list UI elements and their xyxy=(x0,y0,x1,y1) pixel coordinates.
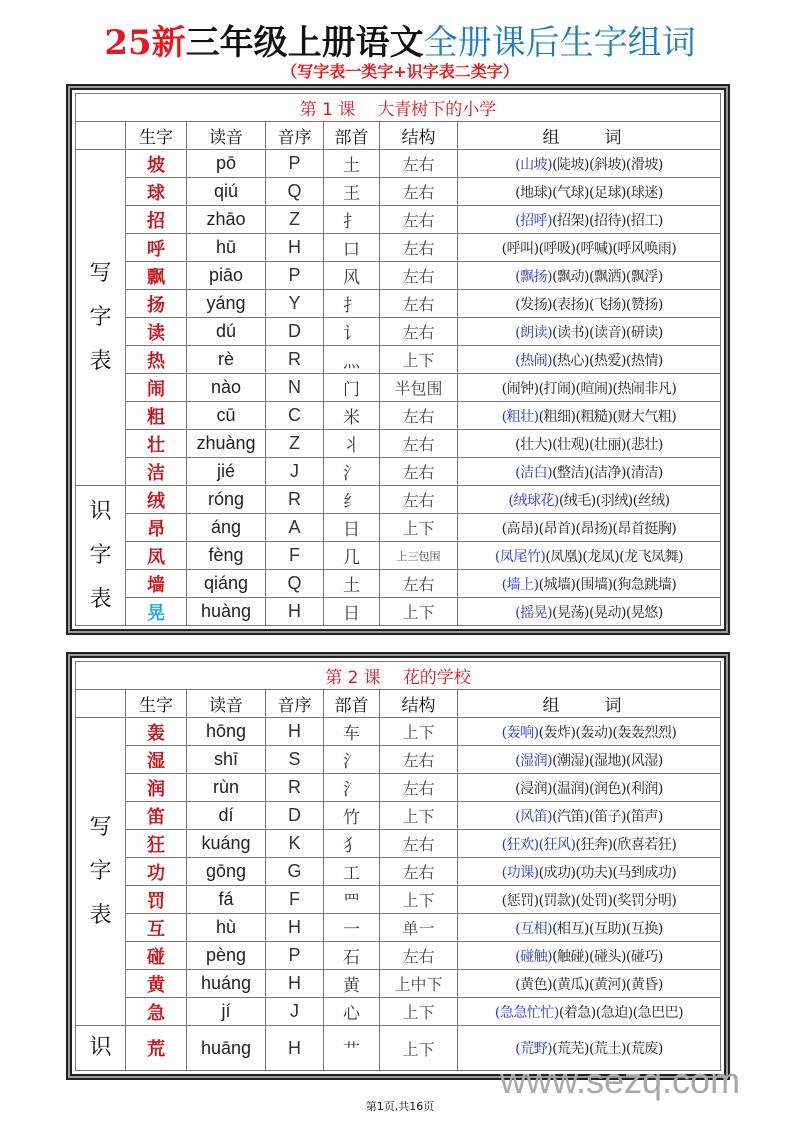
lesson-number: 第 2 课 xyxy=(325,668,381,688)
col-pinyin: 读音 xyxy=(187,122,266,150)
words-cell xyxy=(458,290,721,318)
lesson-2-frame xyxy=(66,652,730,1080)
col-char: 生字 xyxy=(126,122,187,150)
table-row xyxy=(76,178,721,206)
order-cell: F xyxy=(266,542,324,570)
pinyin-cell: piāo xyxy=(187,262,266,290)
words-cell xyxy=(458,430,721,458)
char-cell: 荒 xyxy=(126,1026,187,1071)
radical-cell: 米 xyxy=(324,402,380,430)
radical-cell: 风 xyxy=(324,262,380,290)
char-cell: 读 xyxy=(126,318,187,346)
char-cell: 呼 xyxy=(126,234,187,262)
radical-cell: 日 xyxy=(324,598,380,626)
highlighted-words: (轰响) xyxy=(501,724,539,741)
watermark: www.sezq.com xyxy=(500,1060,741,1101)
structure-cell: 左右 xyxy=(380,290,458,318)
pinyin-cell: huáng xyxy=(187,970,266,998)
words-cell xyxy=(458,486,721,514)
pinyin-cell: pō xyxy=(187,150,266,178)
words-cell xyxy=(458,150,721,178)
char-cell: 坡 xyxy=(126,150,187,178)
order-cell: Z xyxy=(266,430,324,458)
order-cell: Z xyxy=(266,206,324,234)
words-cell xyxy=(458,234,721,262)
radical-cell: 扌 xyxy=(324,290,380,318)
lesson-title-row xyxy=(76,94,721,122)
pinyin-cell: huāng xyxy=(187,1026,266,1071)
char-cell: 招 xyxy=(126,206,187,234)
other-words: (浸润)(温润)(润色)(利润) xyxy=(515,780,663,797)
other-words: (惩罚)(罚款)(处罚)(奖罚分明) xyxy=(501,892,677,909)
structure-cell: 左右 xyxy=(380,178,458,206)
words-cell xyxy=(458,746,721,774)
side-label-char: 表 xyxy=(89,586,112,612)
side-label-char: 表 xyxy=(89,902,112,928)
pinyin-cell: qiú xyxy=(187,178,266,206)
page-number: 第1页,共16页 xyxy=(365,1100,435,1113)
pinyin-cell: shī xyxy=(187,746,266,774)
pinyin-cell: zhuàng xyxy=(187,430,266,458)
table-row xyxy=(76,718,721,746)
order-cell: J xyxy=(266,998,324,1026)
other-words: (相互)(互助)(互换) xyxy=(552,920,663,937)
structure-cell: 上中下 xyxy=(380,970,458,998)
highlighted-words: (湿润) xyxy=(515,752,553,769)
order-cell: H xyxy=(266,970,324,998)
highlighted-words: (碰触) xyxy=(515,948,553,965)
radical-cell: 氵 xyxy=(324,746,380,774)
other-words: (呼叫)(呼吸)(呼喊)(呼风唤雨) xyxy=(501,240,677,257)
side-label-char: 识 xyxy=(89,498,112,524)
char-cell: 粗 xyxy=(126,402,187,430)
pinyin-cell: rùn xyxy=(187,774,266,802)
table-row xyxy=(76,290,721,318)
table-row xyxy=(76,234,721,262)
order-cell: Y xyxy=(266,290,324,318)
table-row xyxy=(76,346,721,374)
pinyin-cell: rè xyxy=(187,346,266,374)
lesson-name: 花的学校 xyxy=(402,668,471,688)
char-cell: 凤 xyxy=(126,542,187,570)
other-words: (招架)(招待)(招工) xyxy=(552,212,663,229)
pinyin-cell: huàng xyxy=(187,598,266,626)
pinyin-cell: dí xyxy=(187,802,266,830)
highlighted-words: (热闹) xyxy=(515,352,553,369)
other-words: (轰炸)(轰动)(轰轰烈烈) xyxy=(538,724,677,741)
char-cell: 罚 xyxy=(126,886,187,914)
other-words: (闹钟)(打闹)(喧闹)(热闹非凡) xyxy=(501,380,677,397)
order-cell: A xyxy=(266,514,324,542)
pinyin-cell: kuáng xyxy=(187,830,266,858)
lesson-name: 大青树下的小学 xyxy=(377,100,497,120)
char-cell: 飘 xyxy=(126,262,187,290)
words-cell xyxy=(458,970,721,998)
other-words: (粗细)(粗糙)(财大气粗) xyxy=(538,408,677,425)
table-row xyxy=(76,802,721,830)
other-words: (成功)(功夫)(马到成功) xyxy=(538,864,677,881)
structure-cell: 上下 xyxy=(380,514,458,542)
highlighted-words: (粗壮) xyxy=(501,408,539,425)
words-cell xyxy=(458,998,721,1026)
other-words: (读书)(读音)(研读) xyxy=(552,324,663,341)
table-row xyxy=(76,914,721,942)
words-cell xyxy=(458,346,721,374)
char-cell: 碰 xyxy=(126,942,187,970)
title-prefix: 25新 xyxy=(104,23,186,63)
title-grade: 三年级上册语文 xyxy=(185,23,424,63)
words-cell xyxy=(458,458,721,486)
char-cell: 热 xyxy=(126,346,187,374)
pinyin-cell: róng xyxy=(187,486,266,514)
words-cell xyxy=(458,914,721,942)
order-cell: N xyxy=(266,374,324,402)
highlighted-words: (风笛) xyxy=(515,808,553,825)
table-row xyxy=(76,774,721,802)
words-cell xyxy=(458,598,721,626)
write-table-label xyxy=(76,150,126,486)
other-words: (高昂)(昂首)(昂扬)(昂首挺胸) xyxy=(501,520,677,537)
col-order: 音序 xyxy=(266,690,324,718)
radical-cell: 艹 xyxy=(324,1026,380,1071)
order-cell: C xyxy=(266,402,324,430)
words-cell xyxy=(458,858,721,886)
structure-cell: 左右 xyxy=(380,458,458,486)
lesson-1-frame xyxy=(66,84,730,635)
other-words: (触碰)(碰头)(碰巧) xyxy=(552,948,663,965)
structure-cell: 上下 xyxy=(380,886,458,914)
highlighted-words: (洁白) xyxy=(515,464,553,481)
highlighted-words: (飘扬) xyxy=(515,268,553,285)
order-cell: Q xyxy=(266,570,324,598)
radical-cell: 石 xyxy=(324,942,380,970)
other-words: (汽笛)(笛子)(笛声) xyxy=(552,808,663,825)
structure-cell: 左右 xyxy=(380,486,458,514)
structure-cell: 单一 xyxy=(380,914,458,942)
radical-cell: 讠 xyxy=(324,318,380,346)
pinyin-cell: zhāo xyxy=(187,206,266,234)
structure-cell: 左右 xyxy=(380,942,458,970)
structure-cell: 上下 xyxy=(380,1026,458,1071)
char-cell: 墙 xyxy=(126,570,187,598)
structure-cell: 上三包围 xyxy=(380,542,458,570)
char-cell: 壮 xyxy=(126,430,187,458)
column-header-row xyxy=(76,122,721,150)
highlighted-words: (山坡) xyxy=(515,156,553,173)
col-words: 组 词 xyxy=(458,122,721,150)
pinyin-cell: hōng xyxy=(187,718,266,746)
char-cell: 轰 xyxy=(126,718,187,746)
pinyin-cell: yáng xyxy=(187,290,266,318)
table-row xyxy=(76,942,721,970)
words-cell xyxy=(458,942,721,970)
order-cell: H xyxy=(266,914,324,942)
lesson-1-read-rows xyxy=(76,486,721,626)
words-cell xyxy=(458,886,721,914)
table-row xyxy=(76,486,721,514)
document-title xyxy=(0,22,800,64)
lesson-number: 第 1 课 xyxy=(299,100,356,120)
structure-cell: 左右 xyxy=(380,318,458,346)
table-row xyxy=(76,458,721,486)
structure-cell: 左右 xyxy=(380,746,458,774)
other-words: (着急)(急迫)(急巴巴) xyxy=(558,1004,684,1021)
side-label-char: 写 xyxy=(89,260,112,286)
col-order: 音序 xyxy=(266,122,324,150)
char-cell: 晃 xyxy=(126,598,187,626)
other-words: (晃荡)(晃动)(晃悠) xyxy=(552,604,663,621)
pinyin-cell: dú xyxy=(187,318,266,346)
radical-cell: 门 xyxy=(324,374,380,402)
structure-cell: 左右 xyxy=(380,858,458,886)
other-words: (整洁)(洁净)(清洁) xyxy=(552,464,663,481)
char-cell: 昂 xyxy=(126,514,187,542)
highlighted-words: (招呼) xyxy=(515,212,553,229)
order-cell: H xyxy=(266,234,324,262)
words-cell xyxy=(458,830,721,858)
char-cell: 闹 xyxy=(126,374,187,402)
char-cell: 湿 xyxy=(126,746,187,774)
structure-cell: 上下 xyxy=(380,598,458,626)
other-words: (飘动)(飘洒)(飘浮) xyxy=(552,268,663,285)
words-cell xyxy=(458,514,721,542)
other-words: (壮大)(壮观)(壮丽)(悲壮) xyxy=(515,436,663,453)
pinyin-cell: jí xyxy=(187,998,266,1026)
order-cell: H xyxy=(266,718,324,746)
table-row xyxy=(76,514,721,542)
other-words: (狂奔)(欣喜若狂) xyxy=(575,836,677,853)
side-label-char: 字 xyxy=(89,542,112,568)
radical-cell: 土 xyxy=(324,570,380,598)
char-cell: 扬 xyxy=(126,290,187,318)
table-row xyxy=(76,374,721,402)
structure-cell: 上下 xyxy=(380,802,458,830)
order-cell: P xyxy=(266,150,324,178)
words-cell xyxy=(458,542,721,570)
pinyin-cell: jié xyxy=(187,458,266,486)
table-row xyxy=(76,150,721,178)
char-cell: 狂 xyxy=(126,830,187,858)
radical-cell: 王 xyxy=(324,178,380,206)
other-words: (城墙)(围墙)(狗急跳墙) xyxy=(538,576,677,593)
lesson-2-table xyxy=(75,661,721,1071)
order-cell: R xyxy=(266,774,324,802)
radical-cell: 黄 xyxy=(324,970,380,998)
order-cell: F xyxy=(266,886,324,914)
side-label-char: 写 xyxy=(89,814,112,840)
lesson-1-table xyxy=(75,93,721,626)
highlighted-words: (荒野) xyxy=(515,1041,553,1057)
radical-cell: 丬 xyxy=(324,430,380,458)
radical-cell: 一 xyxy=(324,914,380,942)
order-cell: P xyxy=(266,942,324,970)
structure-cell: 左右 xyxy=(380,570,458,598)
words-cell xyxy=(458,774,721,802)
words-cell xyxy=(458,802,721,830)
structure-cell: 左右 xyxy=(380,430,458,458)
structure-cell: 左右 xyxy=(380,774,458,802)
pinyin-cell: pèng xyxy=(187,942,266,970)
table-row xyxy=(76,970,721,998)
col-char: 生字 xyxy=(126,690,187,718)
structure-cell: 左右 xyxy=(380,150,458,178)
title-topic: 全册课后生字组词 xyxy=(423,23,696,63)
highlighted-words: (急急忙忙) xyxy=(494,1004,559,1021)
radical-cell: 罒 xyxy=(324,886,380,914)
structure-cell: 左右 xyxy=(380,830,458,858)
table-row xyxy=(76,262,721,290)
other-words: (陡坡)(斜坡)(滑坡) xyxy=(552,156,663,173)
other-words: (发扬)(表扬)(飞扬)(赞扬) xyxy=(515,296,663,313)
lesson-title-row xyxy=(76,662,721,690)
other-words: (潮湿)(湿地)(风湿) xyxy=(552,752,663,769)
words-cell xyxy=(458,402,721,430)
table-row xyxy=(76,318,721,346)
words-cell xyxy=(458,570,721,598)
radical-cell: 土 xyxy=(324,150,380,178)
order-cell: S xyxy=(266,746,324,774)
highlighted-words: (功课) xyxy=(501,864,539,881)
structure-cell: 上下 xyxy=(380,718,458,746)
radical-cell: 竹 xyxy=(324,802,380,830)
lesson-2-write-rows xyxy=(76,718,721,1026)
other-words: (黄色)(黄瓜)(黄河)(黄昏) xyxy=(515,976,663,993)
table-row xyxy=(76,858,721,886)
structure-cell: 半包围 xyxy=(380,374,458,402)
words-cell xyxy=(458,206,721,234)
table-row xyxy=(76,430,721,458)
words-cell xyxy=(458,318,721,346)
table-row xyxy=(76,598,721,626)
radical-cell: 氵 xyxy=(324,774,380,802)
char-cell: 球 xyxy=(126,178,187,206)
char-cell: 互 xyxy=(126,914,187,942)
table-row xyxy=(76,542,721,570)
structure-cell: 上下 xyxy=(380,998,458,1026)
words-cell xyxy=(458,262,721,290)
radical-cell: 工 xyxy=(324,858,380,886)
pinyin-cell: cū xyxy=(187,402,266,430)
side-label-char: 字 xyxy=(89,858,112,884)
order-cell: R xyxy=(266,486,324,514)
radical-cell: 口 xyxy=(324,234,380,262)
char-cell: 润 xyxy=(126,774,187,802)
radical-cell: 灬 xyxy=(324,346,380,374)
other-words: (凤凰)(龙凤)(龙飞凤舞) xyxy=(545,548,684,565)
document-subtitle: （写字表一类字+识字表二类字） xyxy=(281,62,519,81)
radical-cell: 心 xyxy=(324,998,380,1026)
order-cell: R xyxy=(266,346,324,374)
col-words: 组 词 xyxy=(458,690,721,718)
char-cell: 急 xyxy=(126,998,187,1026)
highlighted-words: (朗读) xyxy=(515,324,553,341)
side-label-char: 表 xyxy=(89,348,112,374)
order-cell: P xyxy=(266,262,324,290)
column-header-row xyxy=(76,690,721,718)
radical-cell: 纟 xyxy=(324,486,380,514)
order-cell: D xyxy=(266,802,324,830)
highlighted-words: (墙上) xyxy=(501,576,539,593)
structure-cell: 上下 xyxy=(380,346,458,374)
read-table-label xyxy=(76,486,126,626)
table-row xyxy=(76,402,721,430)
radical-cell: 氵 xyxy=(324,458,380,486)
table-row xyxy=(76,830,721,858)
table-row xyxy=(76,206,721,234)
highlighted-words: (互相) xyxy=(515,920,553,937)
radical-cell: 几 xyxy=(324,542,380,570)
pinyin-cell: hù xyxy=(187,914,266,942)
words-cell xyxy=(458,178,721,206)
table-row xyxy=(76,746,721,774)
order-cell: J xyxy=(266,458,324,486)
words-cell xyxy=(458,374,721,402)
other-words: (绒毛)(羽绒)(丝绒) xyxy=(558,492,670,509)
table-row xyxy=(76,998,721,1026)
pinyin-cell: nào xyxy=(187,374,266,402)
order-cell: D xyxy=(266,318,324,346)
char-cell: 功 xyxy=(126,858,187,886)
order-cell: K xyxy=(266,830,324,858)
read-table-label: 识 xyxy=(76,1026,126,1071)
highlighted-words: (狂欢)(狂风) xyxy=(501,836,576,853)
highlighted-words: (绒球花) xyxy=(508,492,559,509)
write-table-label xyxy=(76,718,126,1026)
col-pinyin: 读音 xyxy=(187,690,266,718)
pinyin-cell: qiáng xyxy=(187,570,266,598)
radical-cell: 犭 xyxy=(324,830,380,858)
radical-cell: 扌 xyxy=(324,206,380,234)
other-words: (荒芜)(荒土)(荒废) xyxy=(552,1041,663,1057)
table-row xyxy=(76,886,721,914)
structure-cell: 左右 xyxy=(380,402,458,430)
order-cell: H xyxy=(266,1026,324,1071)
char-cell: 绒 xyxy=(126,486,187,514)
other-words: (地球)(气球)(足球)(球迷) xyxy=(515,184,663,201)
order-cell: H xyxy=(266,598,324,626)
highlighted-words: (摇晃) xyxy=(515,604,553,621)
col-structure: 结构 xyxy=(380,122,458,150)
structure-cell: 左右 xyxy=(380,262,458,290)
highlighted-words: (凤尾竹) xyxy=(494,548,546,565)
radical-cell: 日 xyxy=(324,514,380,542)
pinyin-cell: hū xyxy=(187,234,266,262)
col-radical: 部首 xyxy=(324,690,380,718)
lesson-1-write-rows xyxy=(76,150,721,486)
table-row xyxy=(76,570,721,598)
col-radical: 部首 xyxy=(324,122,380,150)
pinyin-cell: fá xyxy=(187,886,266,914)
side-label-char: 字 xyxy=(89,304,112,330)
col-structure: 结构 xyxy=(380,690,458,718)
words-cell xyxy=(458,718,721,746)
structure-cell: 左右 xyxy=(380,234,458,262)
structure-cell: 左右 xyxy=(380,206,458,234)
order-cell: G xyxy=(266,858,324,886)
radical-cell: 车 xyxy=(324,718,380,746)
other-words: (热心)(热爱)(热情) xyxy=(552,352,663,369)
order-cell: Q xyxy=(266,178,324,206)
char-cell: 洁 xyxy=(126,458,187,486)
pinyin-cell: áng xyxy=(187,514,266,542)
char-cell: 笛 xyxy=(126,802,187,830)
pinyin-cell: gōng xyxy=(187,858,266,886)
pinyin-cell: fèng xyxy=(187,542,266,570)
char-cell: 黄 xyxy=(126,970,187,998)
